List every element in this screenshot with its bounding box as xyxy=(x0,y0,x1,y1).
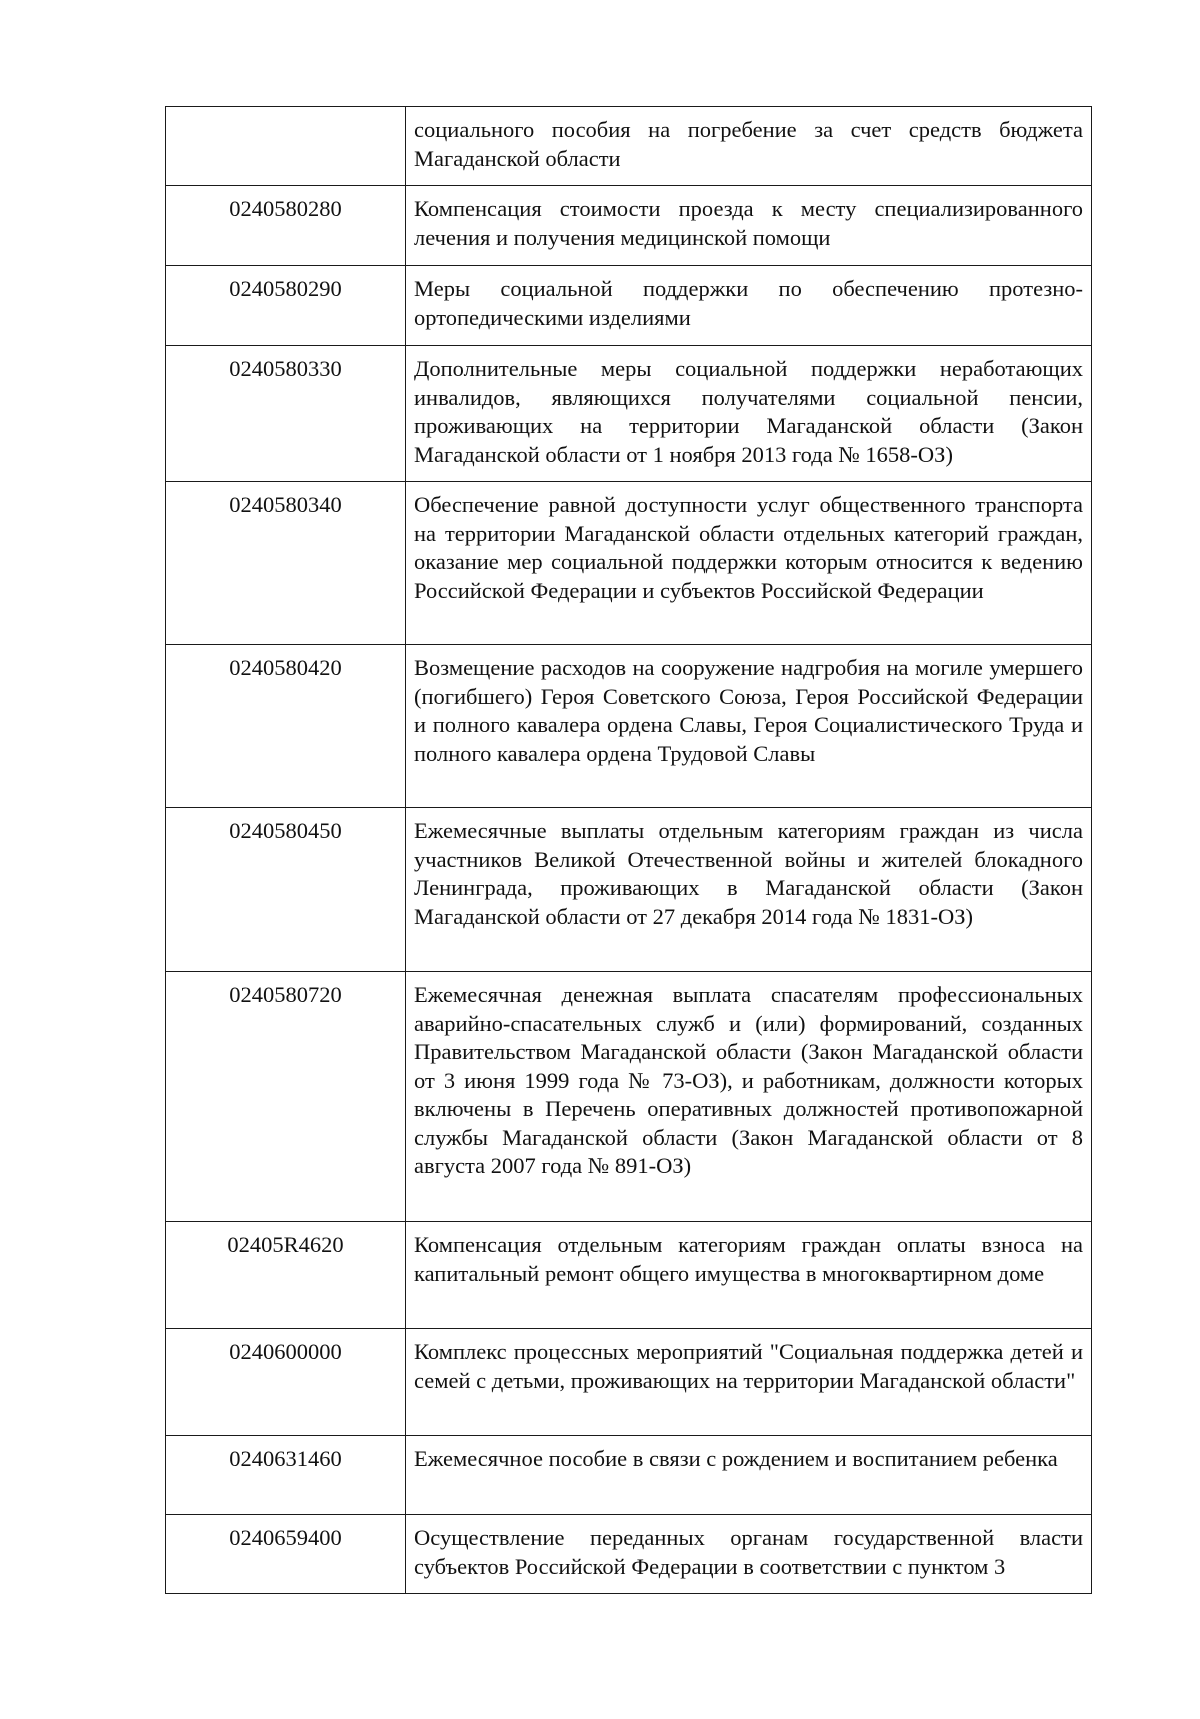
description-text: Комплекс процессных мероприятий "Социальная поддержка детей и семей с детьми, проживающих на территории Магаданской области" xyxy=(414,1339,1083,1393)
description-cell xyxy=(406,972,1092,1222)
description-text: Компенсация отдельным категориям граждан оплаты взноса на капитальный ремонт общего имущества в многоквартирном доме xyxy=(414,1232,1083,1286)
code-cell xyxy=(166,107,406,186)
description-text: Меры социальной поддержки по обеспечению протезно-ортопедическими изделиями xyxy=(414,276,1083,330)
code-cell: 0240580720 xyxy=(166,972,406,1222)
description-cell xyxy=(406,346,1092,482)
description-cell xyxy=(406,1329,1092,1436)
table-row xyxy=(166,346,1092,482)
description-cell xyxy=(406,1515,1092,1594)
description-cell xyxy=(406,1222,1092,1329)
description-text: Компенсация стоимости проезда к месту специализированного лечения и получения медицинской помощи xyxy=(414,196,1083,250)
description-cell xyxy=(406,186,1092,266)
description-text: Ежемесячные выплаты отдельным категориям граждан из числа участников Великой Отечественной войны и жителей блокадного Ленинграда, проживающих в Магаданской области (Закон Магаданской области от 27 декабря 2014 года № 1831-ОЗ) xyxy=(414,818,1083,929)
code-cell: 0240659400 xyxy=(166,1515,406,1594)
code-cell: 0240580420 xyxy=(166,645,406,808)
description-cell xyxy=(406,266,1092,346)
table-row xyxy=(166,186,1092,266)
table-row xyxy=(166,645,1092,808)
table-row xyxy=(166,482,1092,645)
description-text: Ежемесячное пособие в связи с рождением и воспитанием ребенка xyxy=(414,1446,1058,1471)
code-cell: 0240580290 xyxy=(166,266,406,346)
table-row xyxy=(166,1515,1092,1594)
table-row xyxy=(166,1436,1092,1515)
budget-classification-table xyxy=(165,106,1092,1594)
code-cell: 0240580330 xyxy=(166,346,406,482)
description-text: социального пособия на погребение за счет средств бюджета Магаданской области xyxy=(414,117,1083,171)
description-cell xyxy=(406,645,1092,808)
description-cell xyxy=(406,107,1092,186)
table-row xyxy=(166,808,1092,972)
description-cell xyxy=(406,1436,1092,1515)
code-cell: 0240580450 xyxy=(166,808,406,972)
description-cell xyxy=(406,482,1092,645)
description-text: Ежемесячная денежная выплата спасателям профессиональных аварийно-спасательных служб и (или) формирований, созданных Правительством Магаданской области (Закон Магаданской области от 3 июня 1999 года № 73-ОЗ), и работникам, должности которых включены в Перечень оперативных должностей противопожарной службы Магаданской области (Закон Магаданской области от 8 августа 2007 года № 891-ОЗ) xyxy=(414,982,1083,1178)
table-row xyxy=(166,107,1092,186)
code-cell: 02405R4620 xyxy=(166,1222,406,1329)
code-cell: 0240580340 xyxy=(166,482,406,645)
code-cell: 0240600000 xyxy=(166,1329,406,1436)
description-text: Возмещение расходов на сооружение надгробия на могиле умершего (погибшего) Героя Советского Союза, Героя Российской Федерации и полного кавалера ордена Славы, Героя Социалистического Труда и полного кавалера ордена Трудовой Славы xyxy=(414,655,1083,766)
table-row xyxy=(166,266,1092,346)
table-row xyxy=(166,972,1092,1222)
code-cell: 0240580280 xyxy=(166,186,406,266)
code-cell: 0240631460 xyxy=(166,1436,406,1515)
table-row xyxy=(166,1222,1092,1329)
description-cell xyxy=(406,808,1092,972)
description-text: Обеспечение равной доступности услуг общественного транспорта на территории Магаданской области отдельных категорий граждан, оказание мер социальной поддержки которым относится к ведению Российской Федерации и субъектов Российской Федерации xyxy=(414,492,1083,603)
table-row xyxy=(166,1329,1092,1436)
description-text: Дополнительные меры социальной поддержки неработающих инвалидов, являющихся получателями социальной пенсии, проживающих на территории Магаданской области (Закон Магаданской области от 1 ноября 2013 года № 1658-ОЗ) xyxy=(414,356,1083,467)
description-text: Осуществление переданных органам государственной власти субъектов Российской Федерации в соответствии с пунктом 3 xyxy=(414,1525,1083,1579)
